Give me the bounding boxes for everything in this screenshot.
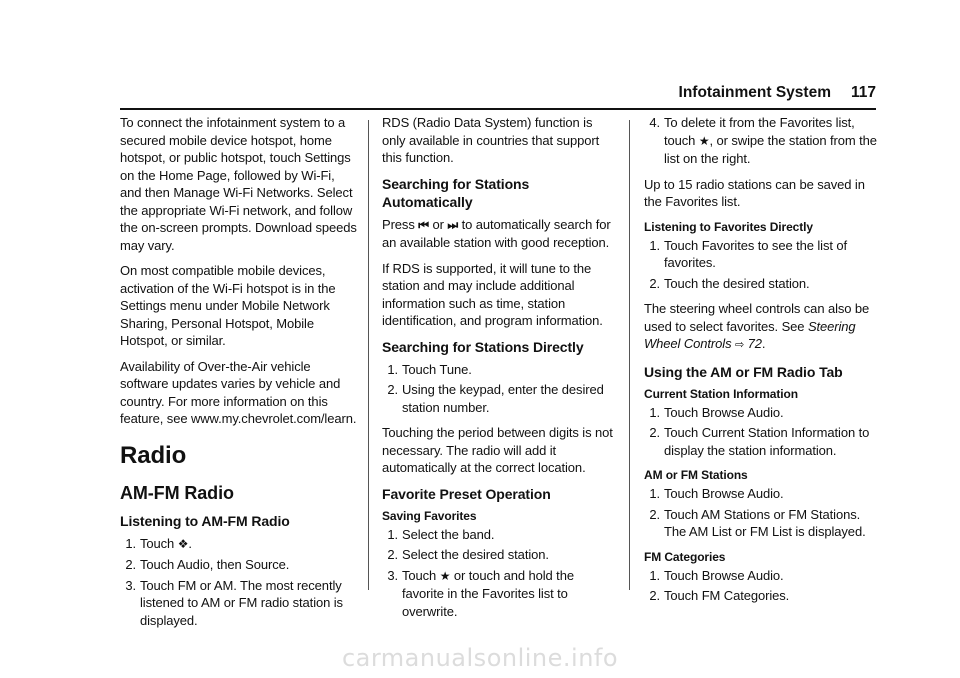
text-press: Press [382,216,415,232]
fmcat-steps [644,567,878,605]
paragraph-ota-updates: Availability of Over-the-Air vehicle software updates varies by vehicle and country. For more information on this feature, see www.my.chevrolet.com/learn. [120,358,357,426]
step-text: To delete it from the Favorites list, touch [664,115,855,148]
subheading-am-fm-tab: Using the AM or FM Radio Tab [644,363,843,380]
page-reference-icon: ⇨ [734,339,745,351]
star-icon: ★ [439,568,451,583]
page-number: 117 [850,84,876,101]
step-number: 4. [649,115,660,130]
paragraph-steering-controls [644,300,878,355]
step-text: Touch Current Station Information to display the station information. [664,425,870,458]
list-item [644,275,878,293]
paragraph-wifi-connect: To connect the infotainment system to a secured mobile device hotspot, home hotspot, or public hotspot, touch Settings on the Home Page, followed by Wi-Fi, and then Manage Wi-Fi Networks. Select the appropriate Wi-Fi network, and follow the on-screen prompts. Download speeds may vary. [120,115,357,253]
list-item [382,546,614,564]
step-number: 1. [649,404,660,420]
step-text: Touch Tune. [402,361,472,377]
column-2 [382,114,614,628]
list-item [644,587,878,605]
step-text: Touch AM Stations or FM Stations. The AM List or FM List is displayed. [664,506,866,539]
list-item [120,535,358,554]
text-steering: The steering wheel controls can also be used to select favorites. See [644,301,870,334]
delete-step [644,114,878,168]
column-3 [644,114,878,613]
list-item [644,114,878,168]
page-reference-number[interactable]: 72 [747,336,762,351]
listening-steps [120,535,358,630]
step-number: 3. [387,567,398,583]
paragraph-rds: RDS (Radio Data System) function is only available in countries that support this function. [382,115,600,165]
paragraph-rds-supported: If RDS is supported, it will tune to the station and may include additional information such as time, station identification, and program information. [382,260,603,328]
subheading-listening-favorites: Listening to Favorites Directly [644,219,813,234]
step-number: 1. [387,361,398,377]
list-item [120,577,358,630]
subheading-favorite-preset: Favorite Preset Operation [382,485,551,502]
direct-steps [382,361,614,417]
list-item [644,424,878,459]
step-text: Select the band. [402,526,495,542]
amfm-steps [644,485,878,541]
star-icon: ★ [698,133,710,148]
list-item [120,556,358,574]
list-item [644,506,878,541]
chapter-heading-radio: Radio [120,441,187,469]
subheading-saving-favorites: Saving Favorites [382,508,477,523]
step-number: 2. [649,275,660,291]
step-text: Touch FM or AM. The most recently listened to AM or FM radio station is displayed. [140,577,343,628]
paragraph-touching-period: Touching the period between digits is not necessary. The radio will add it automatically at the correct location. [382,425,613,475]
step-number: 2. [649,588,660,603]
saving-steps [382,526,614,621]
step-text: Using the keypad, enter the desired station number. [402,382,604,415]
list-item [382,381,614,416]
header-rule [120,108,876,110]
subheading-listening: Listening to AM-FM Radio [120,512,290,529]
step-number: 2. [387,382,398,397]
list-item [382,361,614,379]
step-number: 1. [649,567,660,583]
subheading-am-fm-stations: AM or FM Stations [644,468,748,482]
section-heading-am-fm: AM-FM Radio [120,482,234,503]
subheading-search-direct: Searching for Stations Directly [382,338,584,355]
column-divider-2 [629,120,630,590]
list-item [382,567,614,621]
list-item [644,567,878,585]
text-search-rest: to automatically search for an available station with good reception. [382,216,611,250]
step-text-rest: or touch and hold the favorite in the Favorites list to overwrite. [402,567,574,619]
seek-forward-icon: ⏭ [447,217,459,232]
steering-wheel-controls-link[interactable]: Steering Wheel Controls [644,318,856,351]
step-number: 3. [125,577,136,593]
subheading-fm-categories: FM Categories [644,549,726,564]
step-text: Touch Browse Audio. [664,486,784,501]
step-text: Touch Audio, then Source. [140,557,290,572]
list-item [644,404,878,422]
subheading-current-station: Current Station Information [644,386,798,401]
step-text: Touch FM Categories. [664,588,790,603]
paragraph-search-auto [382,216,614,252]
home-apps-icon: ❖ [177,536,189,551]
seek-back-icon: ⏮ [418,217,429,232]
step-text: Touch Browse Audio. [664,567,784,583]
step-text-rest: , or swipe the station from the list on the right. [664,132,877,166]
step-text: Touch [140,535,175,551]
text-or: or [432,216,444,232]
step-text: Touch Browse Audio. [664,404,784,420]
list-item [382,526,614,544]
text-period: . [761,336,766,351]
step-number: 2. [649,506,660,522]
step-text: Touch the desired station. [664,275,810,291]
step-number: 2. [125,557,136,572]
step-number: 1. [125,535,136,551]
paragraph-up-to-15: Up to 15 radio stations can be saved in the Favorites list. [644,176,865,209]
step-number: 1. [649,237,660,253]
section-title: Infotainment System [678,84,831,101]
running-header [679,84,876,102]
current-steps [644,404,878,460]
paragraph-wifi-activation: On most compatible mobile devices, activation of the Wi-Fi hotspot is in the Settings menu under Mobile Network Sharing, Personal Hotspot, Mobile Hotspot, or similar. [120,263,336,348]
column-divider-1 [368,120,369,590]
step-number: 1. [649,486,660,501]
step-text-end: . [188,535,192,551]
list-item [644,237,878,272]
step-number: 1. [387,526,398,542]
watermark: carmanualsonline.info [341,644,619,672]
subheading-search-auto: Searching for Stations Automatically [382,175,530,210]
listen-fav-steps [644,237,878,293]
step-text: Touch [402,567,437,583]
step-text: Touch Favorites to see the list of favorites. [664,237,848,270]
column-1 [120,114,358,637]
step-number: 2. [387,547,398,562]
step-text: Select the desired station. [402,547,549,562]
list-item [644,485,878,503]
step-number: 2. [649,425,660,440]
